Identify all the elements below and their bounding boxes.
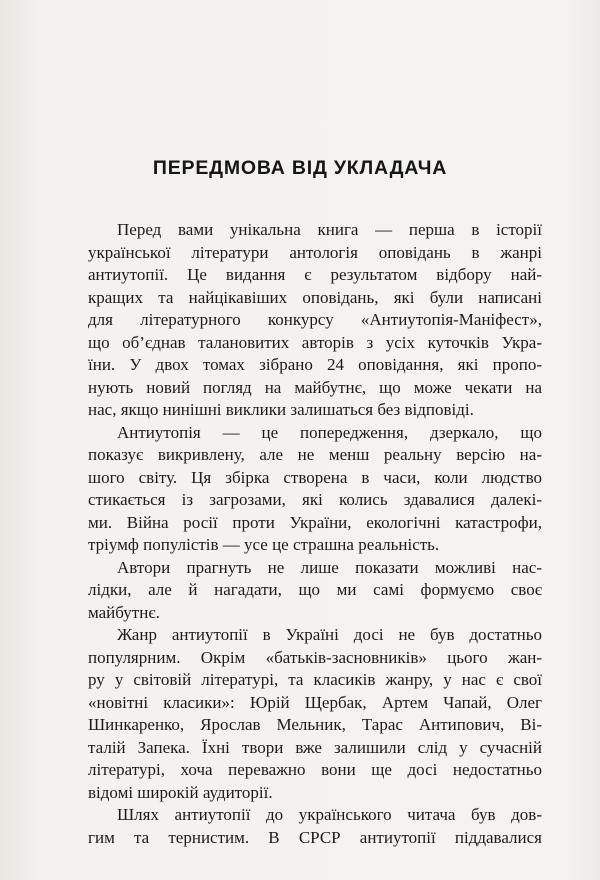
text-line: стикається із загрозами, які колись здавалися далекі-	[88, 490, 542, 509]
text-line: кращих та найцікавіших оповідань, які були написані	[88, 287, 542, 307]
text-line: показує викривлену, але не менш реальну версію на-	[88, 445, 542, 464]
body-text	[88, 219, 542, 849]
text-line: відомі широкій аудиторії.	[88, 782, 273, 802]
text-line: Автори прагнуть не лише показати можливі нас-	[117, 557, 542, 577]
text-line: Шинкаренко, Ярослав Мельник, Тарас Антипович, Ві-	[88, 715, 542, 734]
text-line: шого світу. Ця збірка створена в часи, коли людство	[88, 467, 542, 487]
text-line: тріумф популістів — усе це страшна реальність.	[88, 535, 440, 554]
text-line: літературі, хоча переважно вони ще досі недостатньо	[88, 760, 542, 779]
text-line: ми. Війна росії проти України, екологічні катастрофи,	[88, 512, 542, 532]
paragraph	[88, 422, 542, 557]
text-line: талій Запека. Їхні твори вже залишили слід у сучасній	[88, 737, 542, 757]
text-line: антиутопії. Це видання є результатом відбору най-	[88, 265, 542, 284]
text-line: гим та тернистим. В СРСР антиутопії піддавалися	[88, 827, 542, 847]
text-line: ру у світовій літературі, та класиків жанру, у нас є свої	[88, 670, 542, 689]
paragraph	[88, 557, 542, 625]
chapter-title: ПЕРЕДМОВА ВІД УКЛАДАЧА	[152, 157, 448, 179]
text-line: для літературного конкурсу «Антиутопія-Маніфест»,	[88, 310, 542, 329]
text-line: нують новий погляд на майбутнє, що може чекати на	[88, 377, 542, 397]
paragraph	[88, 219, 542, 422]
text-line: що об’єднав талановитих авторів з усіх куточків Укра-	[88, 332, 542, 352]
text-line: нас, якщо нинішні виклики залишаться без відповіді.	[88, 400, 474, 419]
text-line: Перед вами унікальна книга — перша в історії	[117, 220, 542, 239]
text-line: Шлях антиутопії до українського читача був дов-	[117, 805, 542, 824]
text-line: популярним. Окрім «батьків-засновників» цього жан-	[88, 647, 542, 667]
text-line: Антиутопія — це попередження, дзеркало, що	[117, 422, 542, 442]
paragraph	[88, 624, 542, 804]
paragraph	[88, 804, 542, 849]
text-line: майбутнє.	[88, 602, 160, 622]
text-line: «новітні класики»: Юрій Щербак, Артем Чапай, Олег	[88, 692, 542, 712]
text-line: лідки, але й нагадати, що ми самі формуємо своє	[88, 580, 542, 599]
text-line: української літератури антологія оповідань в жанрі	[88, 242, 542, 262]
text-line: Жанр антиутопії в Україні досі не був достатньо	[117, 625, 542, 644]
text-line: їни. У двох томах зібрано 24 оповідання, які пропо-	[88, 355, 542, 374]
